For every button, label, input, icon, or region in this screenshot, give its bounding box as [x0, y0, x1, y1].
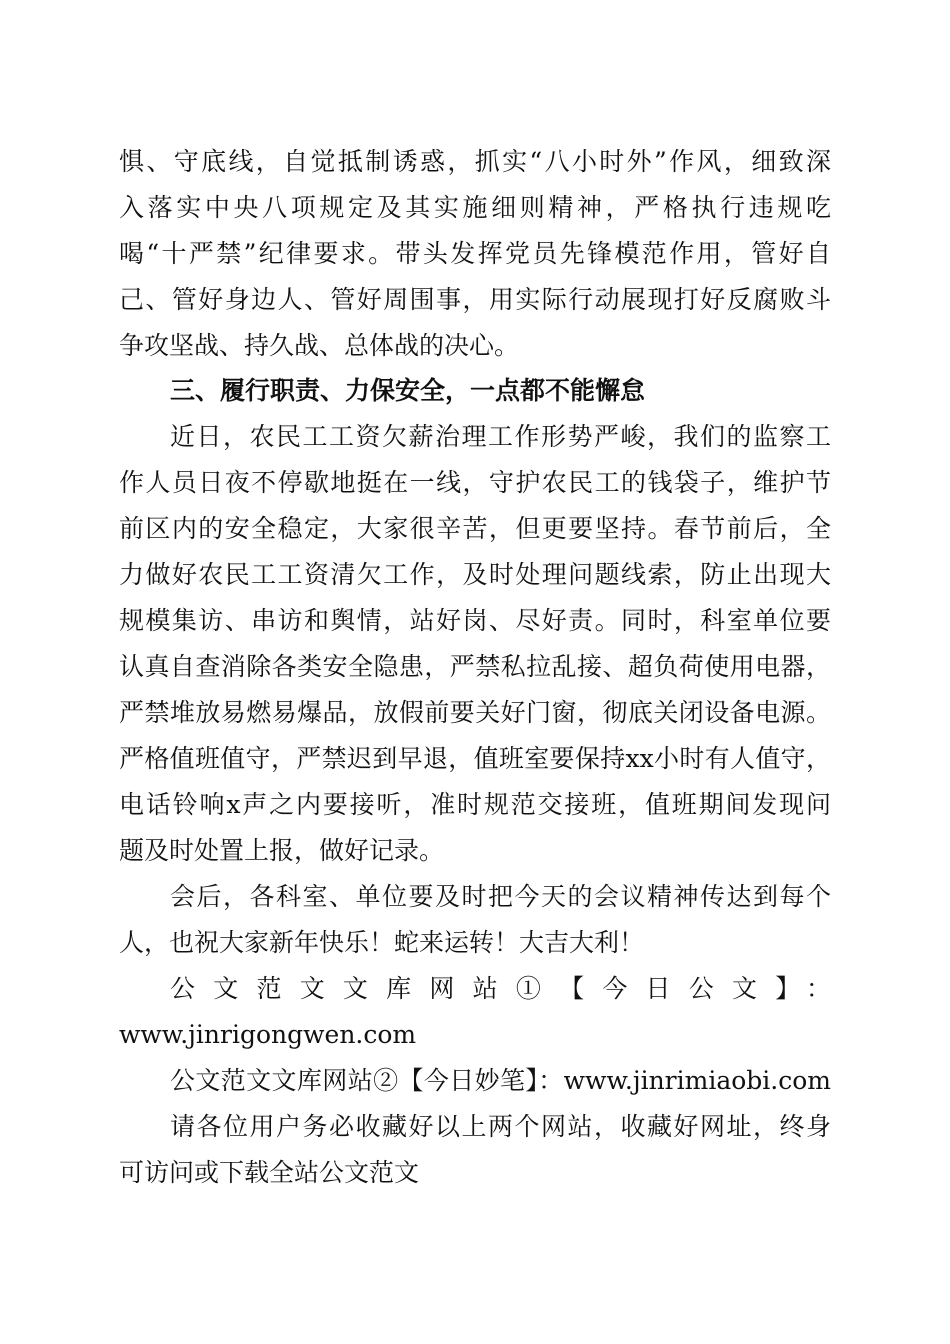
website-url-1[interactable]: www.jinrigongwen.com — [119, 1020, 417, 1049]
body-text-line: 作人员日夜不停歇地挺在一线，守护农民工的钱袋子，维护节 — [119, 468, 831, 497]
body-text-line: 力做好农民工工资清欠工作，及时处理问题线索，防止出现大 — [119, 560, 831, 589]
website-label-1: 公文范文文库网站①【今日公文】： — [170, 974, 831, 1003]
body-text-line: 己、管好身边人、管好周围事，用实际行动展现打好反腐败斗 — [119, 285, 831, 314]
body-text-line: 严禁堆放易燃易爆品，放假前要关好门窗，彻底关闭设备电源。 — [119, 698, 831, 727]
body-text-line: 会后，各科室、单位要及时把今天的会议精神传达到每个 — [170, 882, 831, 911]
body-text-line: 惧、守底线，自觉抵制诱惑，抓实“八小时外”作风，细致深 — [119, 147, 831, 176]
body-text-line: 入落实中央八项规定及其实施细则精神，严格执行违规吃 — [119, 193, 831, 222]
body-text-line: 人，也祝大家新年快乐！蛇来运转！大吉大利！ — [119, 928, 645, 957]
website-line-2[interactable]: 公文范文文库网站②【今日妙笔】：www.jinrimiaobi.com — [170, 1066, 831, 1095]
body-text-line: 争攻坚战、持久战、总体战的决心。 — [119, 331, 520, 360]
body-text-line: 认真自查消除各类安全隐患，严禁私拉乱接、超负荷使用电器， — [119, 652, 831, 681]
body-text-line: 题及时处置上报，做好记录。 — [119, 836, 445, 865]
body-text-line: 严格值班值守，严禁迟到早退，值班室要保持xx小时有人值守， — [119, 744, 831, 773]
body-text-line: 前区内的安全稳定，大家很辛苦，但更要坚持。春节前后，全 — [119, 514, 831, 543]
body-text-line: 请各位用户务必收藏好以上两个网站，收藏好网址，终身 — [170, 1112, 831, 1141]
body-text-line: 可访问或下载全站公文范文 — [119, 1158, 420, 1187]
body-text-line: 规模集访、串访和舆情，站好岗、尽好责。同时，科室单位要 — [119, 606, 831, 635]
body-text-line: 喝“十严禁”纪律要求。带头发挥党员先锋模范作用，管好自 — [119, 239, 831, 268]
body-text-line: 电话铃响x声之内要接听，准时规范交接班，值班期间发现问 — [119, 790, 831, 819]
section-heading: 三、履行职责、力保安全，一点都不能懈怠 — [170, 376, 646, 405]
body-text-line: 近日，农民工工资欠薪治理工作形势严峻，我们的监察工 — [170, 422, 831, 451]
